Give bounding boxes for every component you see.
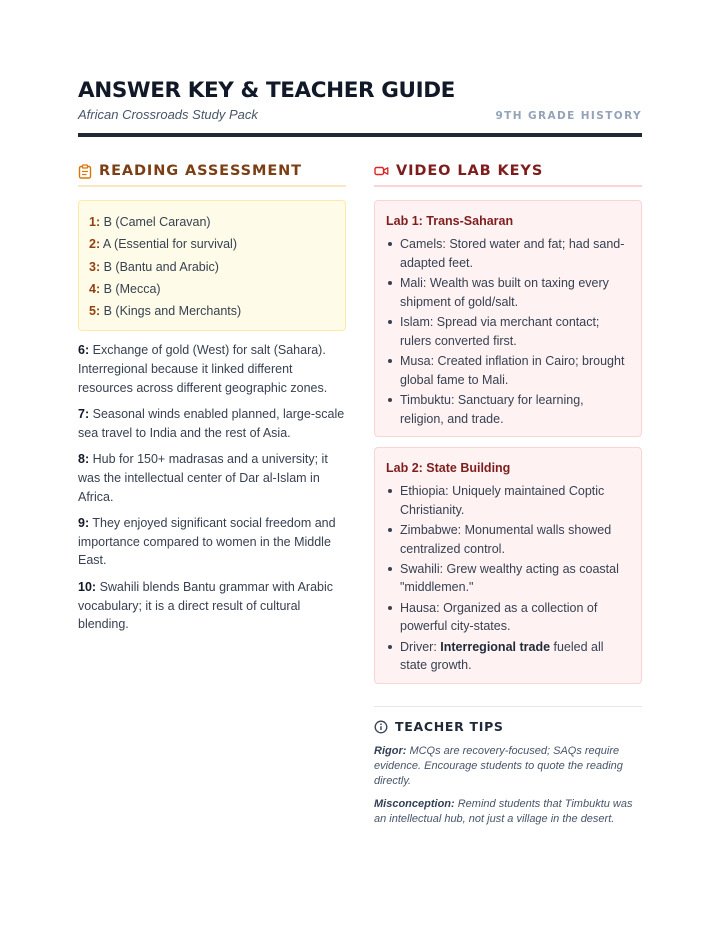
mcq-answer: [89, 211, 335, 233]
subtitle-row: [78, 107, 642, 122]
lab-1-list: [386, 235, 629, 428]
saq-answers: [78, 341, 346, 633]
misconception-label: Misconception:: [374, 798, 455, 811]
info-circle-icon: [374, 720, 388, 734]
page-subtitle: African Crossroads Study Pack: [78, 107, 258, 122]
rigor-label: Rigor:: [374, 744, 407, 757]
mcq-number: 5:: [89, 304, 101, 319]
teacher-tips-section: [374, 706, 642, 827]
mcq-number: 3:: [89, 259, 101, 274]
list-item: Swahili: Grew wealthy acting as coastal "middlemen.": [386, 560, 629, 597]
list-item: Islam: Spread via merchant contact; rulers converted first.: [386, 313, 629, 350]
misconception-tip: [374, 797, 642, 827]
driver-prefix: Driver:: [400, 639, 441, 654]
mcq-answer-text: B (Bantu and Arabic): [103, 259, 219, 274]
list-item: Hausa: Organized as a collection of powerful city-states.: [386, 599, 629, 636]
video-lab-column: [374, 160, 642, 827]
mcq-answer: [89, 278, 335, 300]
answer-key-page: [78, 78, 642, 826]
list-item: Camels: Stored water and fat; had sand-adapted feet.: [386, 235, 629, 272]
rigor-tip: [374, 744, 642, 789]
reading-section-underline: [78, 185, 346, 187]
mcq-answer-text: A (Essential for survival): [102, 237, 237, 252]
lab-1-title: Lab 1: Trans-Saharan: [386, 214, 514, 228]
list-item: Zimbabwe: Monumental walls showed centralized control.: [386, 521, 629, 558]
mcq-answer: [89, 256, 335, 278]
video-lab-header: [374, 160, 642, 182]
mcq-answer: [89, 233, 335, 255]
content-columns: [78, 160, 642, 827]
saq-answer-text: Hub for 150+ madrasas and a university; it was the intellectual center of Dar al-Islam in Africa.: [78, 452, 328, 504]
teacher-tips-header: [374, 718, 642, 736]
video-camera-icon: [374, 165, 389, 177]
saq-number: 6:: [78, 343, 90, 358]
list-item: Musa: Created inflation in Cairo; brought global fame to Mali.: [386, 352, 629, 389]
reading-assessment-header: [78, 160, 346, 182]
saq-answer: [78, 405, 346, 442]
video-lab-title: VIDEO LAB KEYS: [396, 163, 544, 179]
grade-label: 9TH GRADE HISTORY: [495, 110, 642, 122]
list-item: Mali: Wealth was built on taxing every shipment of gold/salt.: [386, 274, 629, 311]
teacher-tips-title: TEACHER TIPS: [395, 719, 504, 735]
saq-answer: [78, 341, 346, 397]
header-divider: [78, 133, 642, 137]
mcq-answer: [89, 300, 335, 322]
driver-list-item: [386, 638, 629, 675]
driver-suffix: fueled all state growth.: [400, 639, 604, 673]
saq-answer: [78, 450, 346, 506]
list-item: Ethiopia: Uniquely maintained Coptic Christianity.: [386, 482, 629, 519]
lab-1-box: [374, 200, 642, 437]
saq-answer: [78, 514, 346, 570]
saq-answer-text: Exchange of gold (West) for salt (Sahara). Interregional because it linked different resources across different geographic zones.: [78, 343, 328, 395]
saq-number: 7:: [78, 407, 90, 422]
mcq-number: 1:: [89, 215, 101, 229]
saq-number: 10:: [78, 580, 97, 595]
saq-answer-text: Swahili blends Bantu grammar with Arabic vocabulary; it is a direct result of cultural blending.: [78, 580, 334, 632]
mcq-number: 4:: [89, 281, 101, 296]
mcq-answer-text: B (Kings and Merchants): [103, 304, 242, 319]
lab-2-title: Lab 2: State Building: [386, 460, 511, 475]
video-section-underline: [374, 185, 642, 187]
saq-answer: [78, 578, 346, 634]
mcq-answer-text: B (Camel Caravan): [103, 215, 211, 229]
mcq-answer-box: [78, 200, 346, 331]
reading-assessment-title: READING ASSESSMENT: [99, 163, 302, 179]
lab-2-list: [386, 482, 629, 675]
misconception-text: Remind students that Timbuktu was an intellectual hub, not just a village in the desert.: [374, 798, 633, 826]
list-item: Timbuktu: Sanctuary for learning, religion, and trade.: [386, 391, 629, 428]
mcq-number: 2:: [89, 237, 101, 252]
lab-2-box: [374, 447, 642, 684]
driver-emphasis: Interregional trade: [440, 639, 551, 654]
saq-number: 9:: [78, 516, 90, 531]
saq-answer-text: Seasonal winds enabled planned, large-scale sea travel to India and the rest of Asia.: [78, 407, 345, 440]
saq-number: 8:: [78, 452, 90, 467]
clipboard-icon: [78, 164, 92, 179]
mcq-answer-text: B (Mecca): [103, 281, 161, 296]
rigor-text: MCQs are recovery-focused; SAQs require evidence. Encourage students to quote the reading directly.: [374, 744, 623, 788]
saq-answer-text: They enjoyed significant social freedom and importance compared to women in the Middle East.: [78, 516, 336, 568]
page-title: ANSWER KEY & TEACHER GUIDE: [78, 78, 455, 103]
reading-assessment-column: [78, 160, 346, 827]
